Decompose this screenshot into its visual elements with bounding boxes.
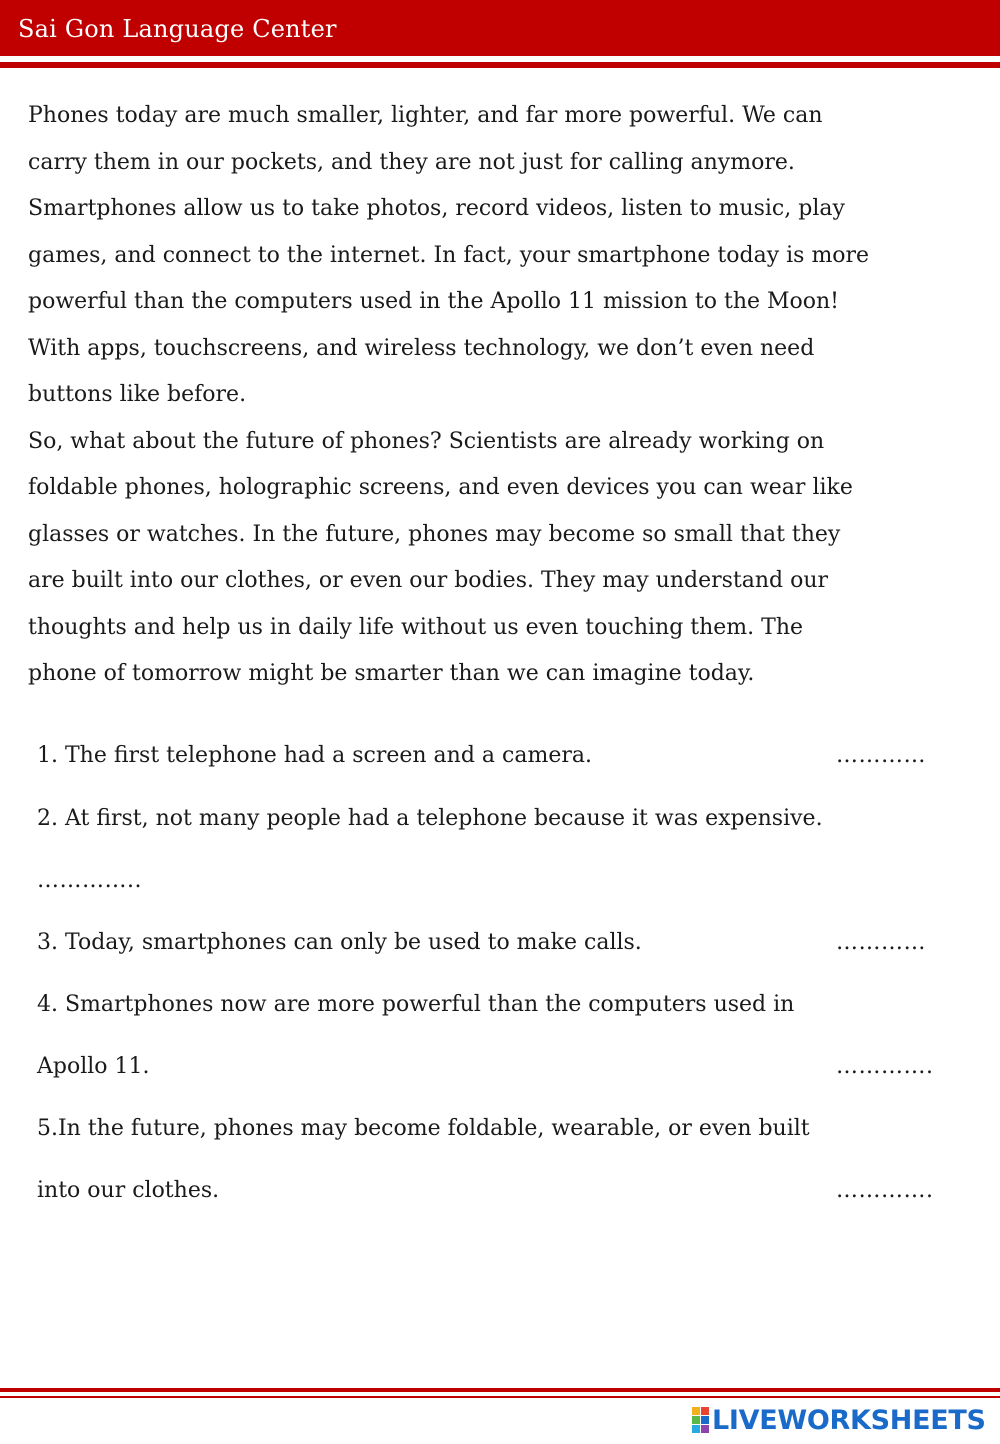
- question-5-text-continued: into our clothes.: [37, 1178, 220, 1203]
- question-5-text: 5.In the future, phones may become foldable, wearable, or even built: [37, 1116, 810, 1141]
- liveworksheets-brand-text: LIVEWORKSHEETS: [712, 1404, 986, 1436]
- question-3-text: 3. Today, smartphones can only be used to make calls.: [37, 930, 642, 955]
- question-3-answer-field[interactable]: …………: [836, 930, 926, 955]
- header-title: Sai Gon Language Center: [18, 15, 337, 43]
- question-4-answer-field[interactable]: ………….: [836, 1054, 934, 1079]
- passage-line: buttons like before.: [28, 382, 247, 407]
- passage-line: Phones today are much smaller, lighter, and far more powerful. We can: [28, 103, 823, 128]
- question-4-text-continued: Apollo 11.: [37, 1054, 150, 1079]
- question-5-answer-field[interactable]: ………….: [836, 1178, 934, 1203]
- passage-line: Smartphones allow us to take photos, record videos, listen to music, play: [28, 196, 845, 221]
- passage-line: With apps, touchscreens, and wireless technology, we don’t even need: [28, 335, 815, 361]
- liveworksheets-logo: [692, 1404, 986, 1436]
- passage-line: games, and connect to the internet. In fact, your smartphone today is more: [28, 242, 870, 268]
- passage-line: carry them in our pockets, and they are not just for calling anymore.: [28, 149, 795, 175]
- question-1-text: 1. The first telephone had a screen and a camera.: [37, 743, 592, 768]
- passage-line: phone of tomorrow might be smarter than we can imagine today.: [28, 661, 755, 686]
- liveworksheets-logo-icon: [692, 1407, 709, 1433]
- header-band: [0, 0, 1000, 56]
- footer-rule: [0, 1388, 1000, 1392]
- passage-line: are built into our clothes, or even our bodies. They may understand our: [28, 568, 829, 593]
- question-1-answer-field[interactable]: …………: [836, 743, 926, 768]
- passage-line: thoughts and help us in daily life without us even touching them. The: [28, 614, 804, 640]
- question-4-text: 4. Smartphones now are more powerful than the computers used in: [37, 992, 795, 1017]
- question-2-answer-field[interactable]: …………..: [37, 868, 142, 893]
- header-rule: [0, 62, 1000, 68]
- footer-rule-thin: [0, 1396, 1000, 1398]
- reading-passage: [28, 93, 988, 698]
- passage-line: foldable phones, holographic screens, and even devices you can wear like: [28, 475, 853, 500]
- passage-line: glasses or watches. In the future, phones may become so small that they: [28, 521, 841, 547]
- question-2-text: 2. At first, not many people had a telephone because it was expensive.: [37, 806, 823, 831]
- passage-line: So, what about the future of phones? Scientists are already working on: [28, 428, 825, 454]
- passage-line: powerful than the computers used in the Apollo 11 mission to the Moon!: [28, 289, 840, 314]
